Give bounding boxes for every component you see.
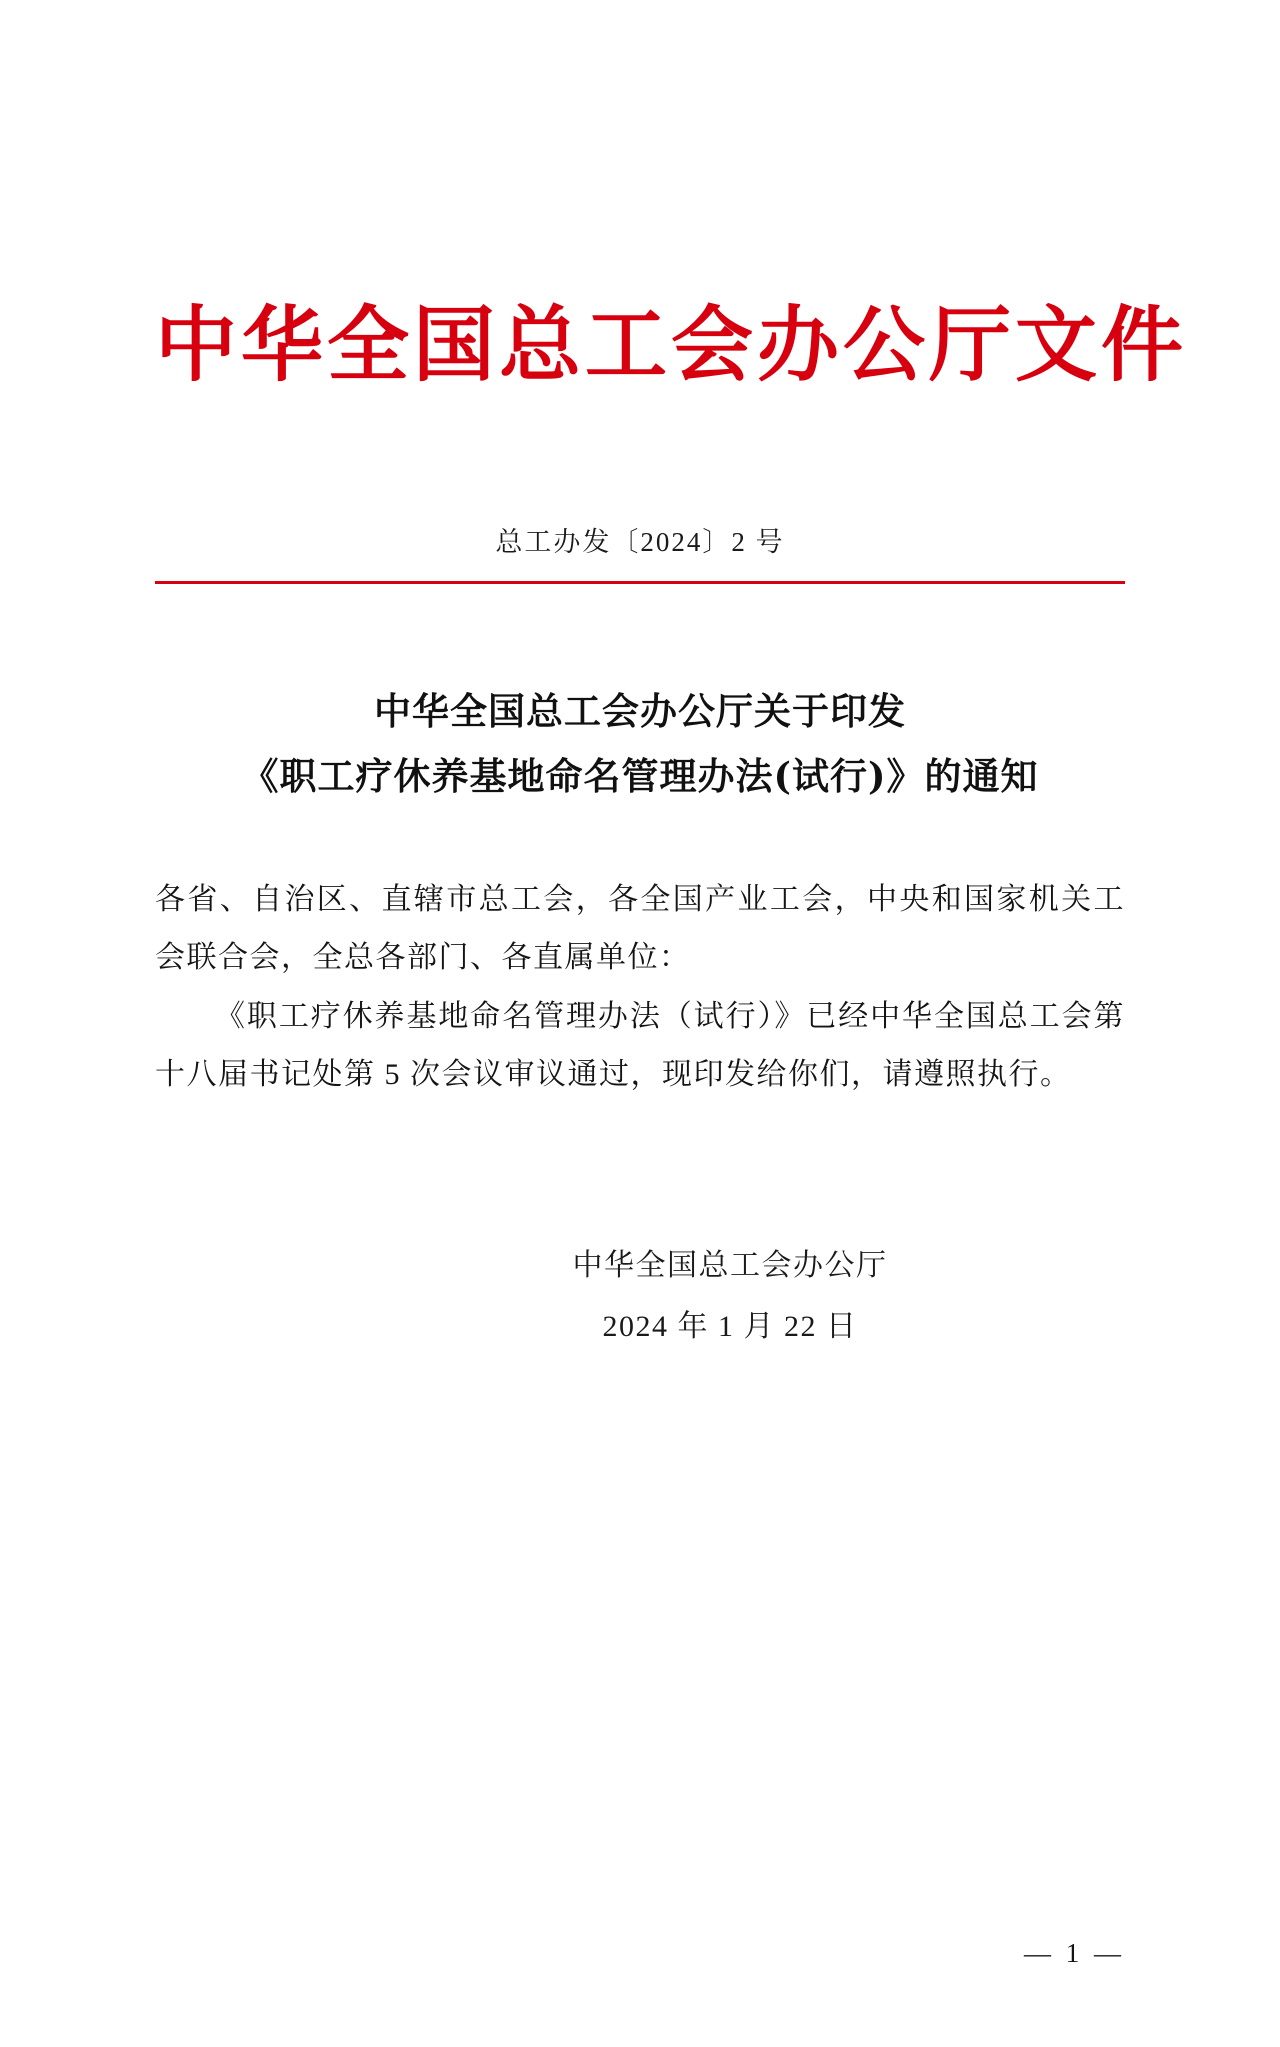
- signature-block: [155, 1235, 1125, 1358]
- document-body: [155, 871, 1125, 1105]
- title-line-2: 《职工疗休养基地命名管理办法(试行)》的通知: [241, 753, 1039, 798]
- body-paragraph-1: 《职工疗休养基地命名管理办法（试行）》已经中华全国总工会第十八届书记处第 5 次会议审议通过，现印发给你们，请遵照执行。: [155, 999, 1125, 1092]
- signer-name: 中华全国总工会办公厅: [572, 1248, 888, 1282]
- title-line-1: 中华全国总工会办公厅关于印发: [374, 689, 906, 734]
- page-number: — 1 —: [1024, 1938, 1125, 1968]
- addressee-paragraph: 各省、自治区、直辖市总工会，各全国产业工会，中央和国家机关工会联合会，全总各部门、各直属单位：: [155, 882, 1125, 975]
- document-page: [0, 297, 1280, 2047]
- red-separator-rule: [155, 581, 1125, 584]
- document-number: 总工办发〔2024〕2 号: [495, 527, 785, 558]
- masthead-title: 中华全国总工会办公厅文件: [155, 297, 1188, 393]
- signature-date: 2024 年 1 月 22 日: [602, 1310, 858, 1344]
- document-title: [155, 679, 1125, 809]
